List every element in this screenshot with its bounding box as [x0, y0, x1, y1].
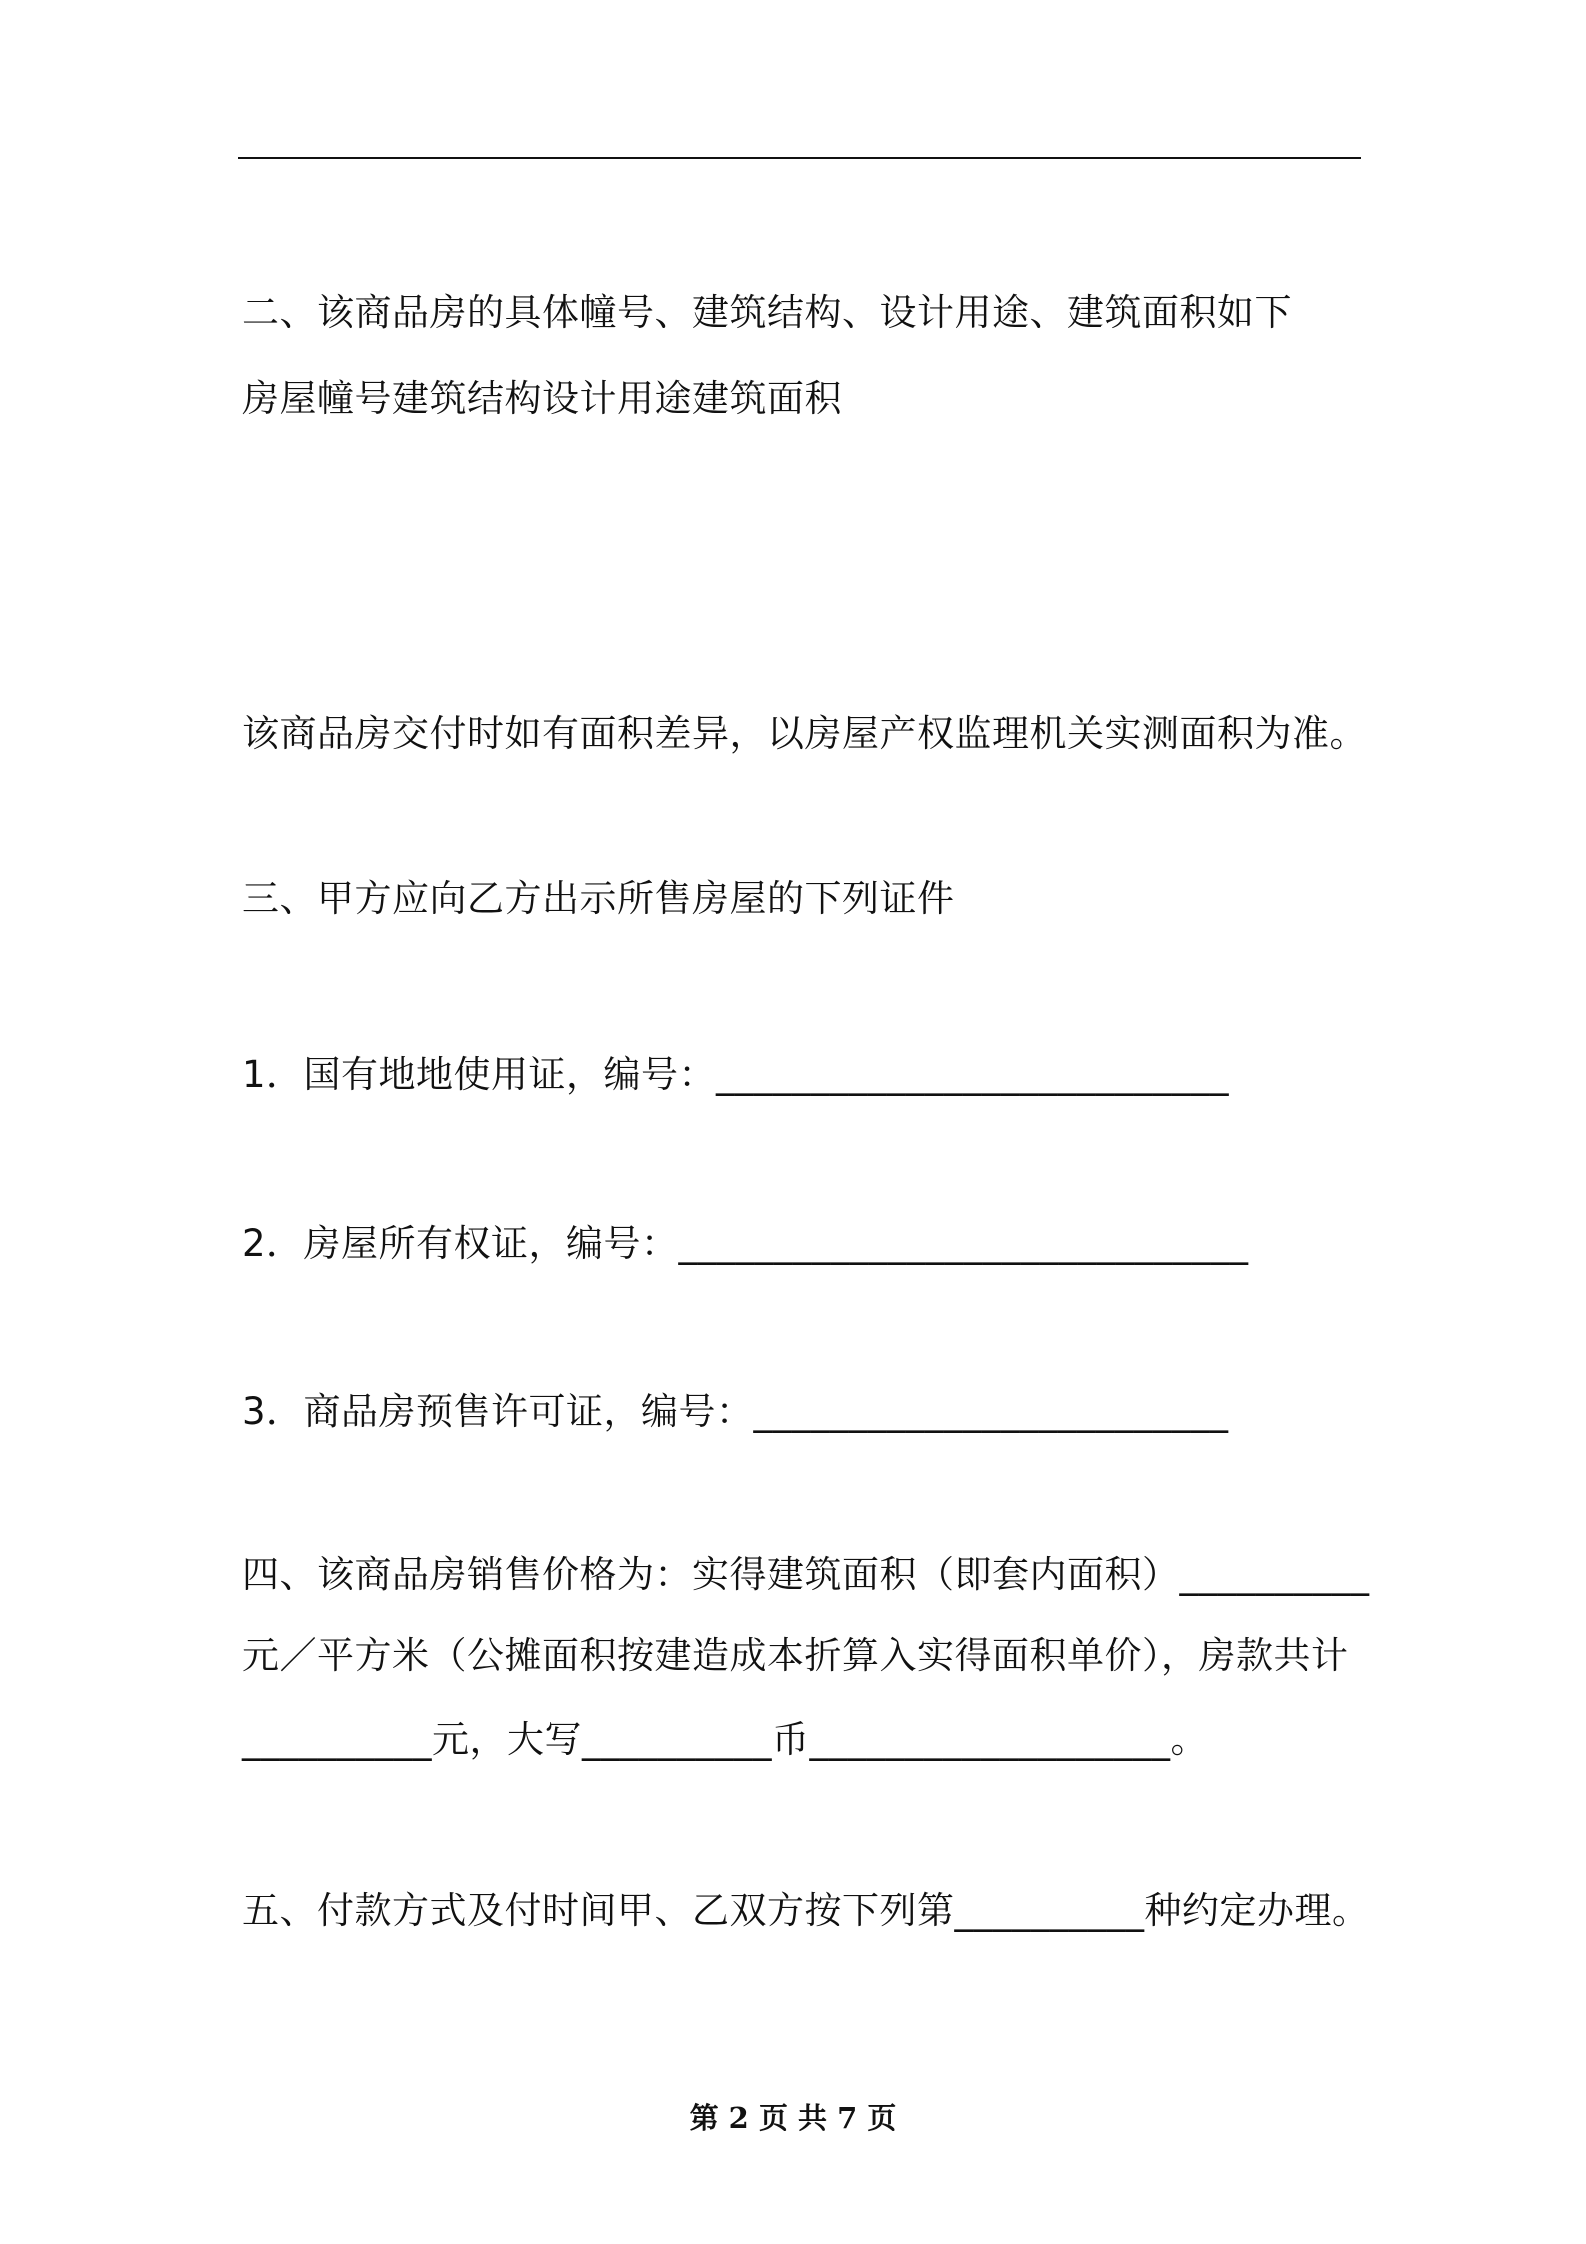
land-use-certificate-line: 1．国有地地使用证，编号：___________________________ [242, 1053, 1230, 1096]
section-4-line-1: 四、该商品房销售价格为：实得建筑面积（即套内面积）__________ [242, 1553, 1370, 1596]
section-3-heading: 三、甲方应向乙方出示所售房屋的下列证件 [242, 877, 955, 920]
section-5-line: 五、付款方式及付时间甲、乙双方按下列第__________种约定办理。 [242, 1889, 1370, 1932]
section-2-heading: 二、该商品房的具体幢号、建筑结构、设计用途、建筑面积如下 [242, 291, 1292, 334]
ownership-certificate-line: 2．房屋所有权证，编号：______________________________ [242, 1222, 1249, 1265]
header-rule [238, 157, 1361, 159]
page-number-footer: 第 2 页 共 7 页 [689, 2101, 897, 2135]
building-table-header: 房屋幢号建筑结构设计用途建筑面积 [242, 377, 842, 420]
section-4-line-3: __________元，大写__________币___________________。 [242, 1718, 1208, 1761]
section-4-line-2: 元／平方米（公摊面积按建造成本折算入实得面积单价），房款共计 [242, 1634, 1349, 1677]
presale-permit-line: 3．商品房预售许可证，编号：_________________________ [242, 1390, 1229, 1433]
area-difference-clause: 该商品房交付时如有面积差异，以房屋产权监理机关实测面积为准。 [242, 712, 1367, 755]
